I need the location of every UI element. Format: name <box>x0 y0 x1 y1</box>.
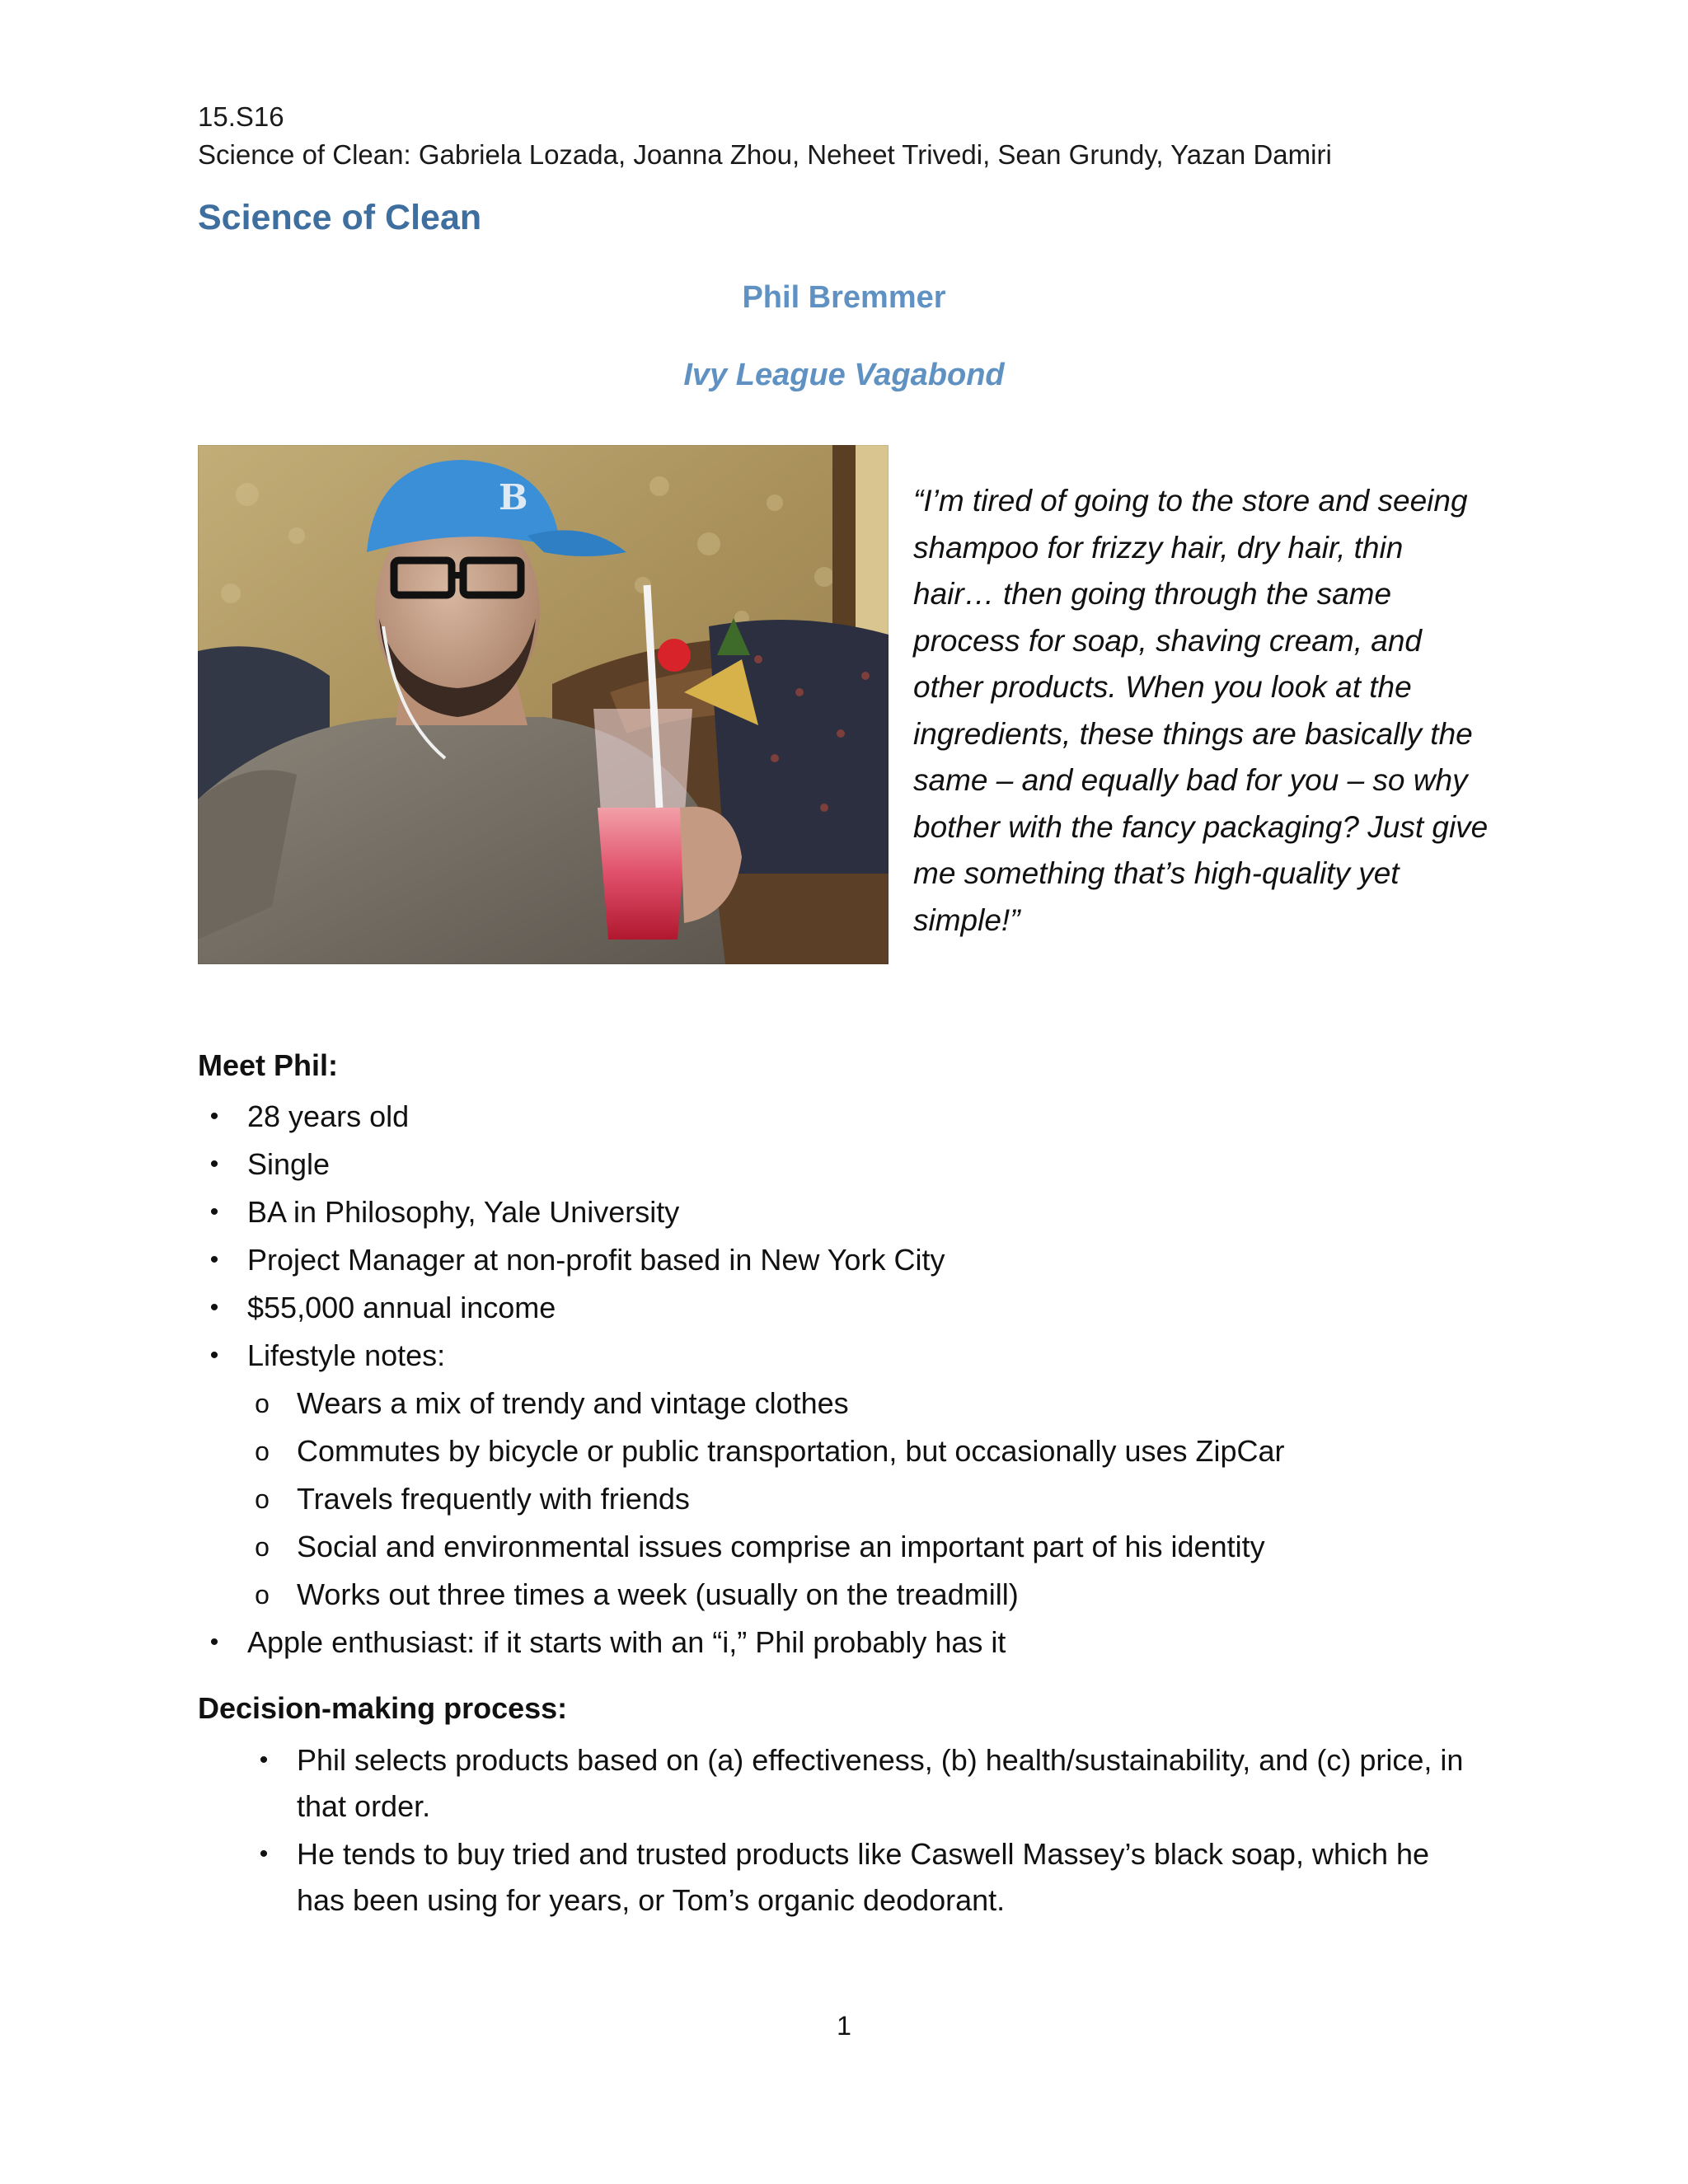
list-item: • Apple enthusiast: if it starts with an “i,” Phil probably has it <box>247 1619 1484 1666</box>
sub-list-item: o Travels frequently with friends <box>297 1475 1484 1523</box>
sub-list-item: o Commutes by bicycle or public transportation, but occasionally uses ZipCar <box>297 1427 1484 1475</box>
bullet-icon: • <box>209 1103 219 1130</box>
bullet-icon: • <box>209 1629 219 1656</box>
persona-tagline: Ivy League Vagabond <box>683 358 1005 392</box>
bullet-icon: • <box>209 1198 219 1226</box>
bullet-icon: • <box>209 1294 219 1321</box>
decision-making-heading: Decision-making process: <box>198 1691 568 1725</box>
persona-quote: “I’m tired of going to the store and seeing shampoo for frizzy hair, dry hair, thin hair… then going through the same process for soap, shaving cream, and other products. When you look at the ingredients, these things are basically the same – and equally bad for you – so why bother with the fancy packaging? Just give me something that’s high-quality yet simple!” <box>913 484 1489 937</box>
sub-list-item: o Wears a mix of trendy and vintage clothes <box>297 1380 1484 1427</box>
meet-phil-list <box>209 1093 1484 1666</box>
svg-text:B: B <box>499 477 528 518</box>
bullet-icon: • <box>209 1151 219 1178</box>
bullet-icon: • <box>259 1746 269 1774</box>
course-code: 15.S16 <box>198 101 284 132</box>
sub-bullet-icon: o <box>255 1580 270 1610</box>
list-item: • $55,000 annual income <box>247 1284 1484 1332</box>
sub-list-item: o Works out three times a week (usually on the treadmill) <box>297 1571 1484 1619</box>
sub-bullet-icon: o <box>255 1532 270 1562</box>
list-item: • BA in Philosophy, Yale University <box>247 1188 1484 1236</box>
sub-list-item: o Social and environmental issues comprise an important part of his identity <box>297 1523 1484 1571</box>
bullet-icon: • <box>209 1342 219 1369</box>
sub-bullet-icon: o <box>255 1389 270 1418</box>
list-item: • Lifestyle notes: o Wears a mix of trendy and vintage clothes o Commutes by bicycle or public transportation, but occasionally uses ZipCar o Travels frequently with friends o Social and environmental issues comprise an important part of his identity o Works out three times a week (usually on the treadmill) <box>247 1332 1484 1619</box>
sub-bullet-icon: o <box>255 1484 270 1514</box>
lifestyle-sublist <box>255 1380 1484 1619</box>
bullet-icon: • <box>209 1246 219 1273</box>
list-item: • Project Manager at non-profit based in New York City <box>247 1236 1484 1284</box>
list-item: • 28 years old <box>247 1093 1484 1141</box>
persona-photo <box>198 445 889 964</box>
bullet-icon: • <box>259 1840 269 1868</box>
list-item: • He tends to buy tried and trusted products like Caswell Massey’s black soap, which he has been using for years, or Tom’s organic deodorant. <box>297 1831 1467 1924</box>
decision-making-list <box>259 1737 1467 1925</box>
page-number: 1 <box>837 2011 851 2041</box>
document-title: Science of Clean <box>198 198 482 237</box>
sub-bullet-icon: o <box>255 1436 270 1466</box>
team-members-line: Science of Clean: Gabriela Lozada, Joanna Zhou, Neheet Trivedi, Sean Grundy, Yazan Damiri <box>198 139 1332 170</box>
meet-phil-heading: Meet Phil: <box>198 1048 339 1082</box>
persona-name: Phil Bremmer <box>742 280 946 315</box>
list-item: • Single <box>247 1141 1484 1188</box>
list-item: • Phil selects products based on (a) effectiveness, (b) health/sustainability, and (c) price, in that order. <box>297 1737 1467 1830</box>
